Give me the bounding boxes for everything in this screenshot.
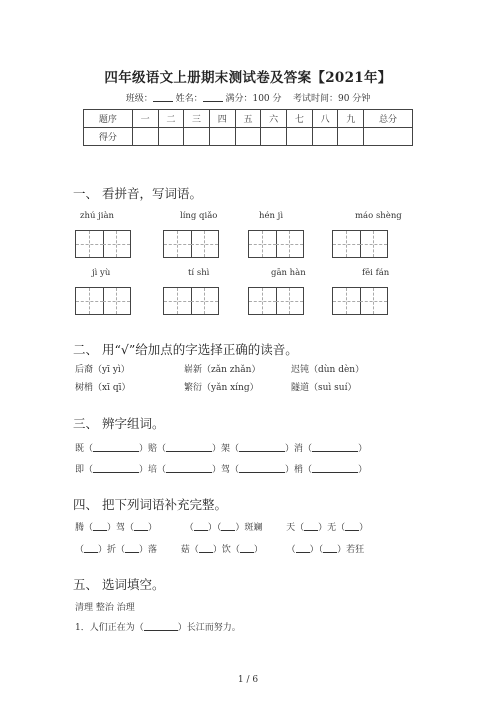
answer-blank[interactable] <box>134 521 148 531</box>
score-table <box>83 109 413 146</box>
score-cell: 三 <box>184 110 210 128</box>
section-2-heading: 二、 用“√”给加点的字选择正确的读音。 <box>73 342 298 357</box>
row-text: ） <box>358 465 368 475</box>
score-blank-cell[interactable] <box>312 128 338 146</box>
question-1 <box>75 620 241 633</box>
class-blank <box>153 92 173 102</box>
answer-blank[interactable] <box>194 521 208 531</box>
section-4-heading: 四、 把下列词语补充完整。 <box>73 497 227 512</box>
reading-choice[interactable]: 后裔（yī yì） <box>75 365 130 375</box>
score-cell: 题序 <box>84 110 133 128</box>
row-text: ）驾（ <box>107 523 135 533</box>
reading-choice[interactable]: 迟钝（dùn dèn） <box>291 365 365 375</box>
score-cell: 二 <box>158 110 184 128</box>
word-group-row <box>75 441 367 454</box>
row-text: 腾（ <box>75 523 94 533</box>
answer-blank[interactable] <box>296 543 310 553</box>
writing-grid[interactable] <box>248 230 304 258</box>
document-title: 四年级语文上册期末测试卷及答案【2021年】 <box>104 70 392 86</box>
answer-blank[interactable] <box>199 543 213 553</box>
pinyin-label: hén jì <box>259 211 284 221</box>
row-text: ）梢（ <box>285 465 313 475</box>
idiom-row <box>75 520 415 533</box>
row-text: （ <box>75 545 85 555</box>
row-text: （ <box>286 545 296 555</box>
answer-blank[interactable] <box>144 621 178 631</box>
exam-info <box>0 91 496 104</box>
answer-blank[interactable] <box>304 521 318 531</box>
score-blank-cell[interactable] <box>338 128 364 146</box>
writing-grid[interactable] <box>163 287 219 315</box>
score-cell: 六 <box>261 110 287 128</box>
score-cell: 一 <box>132 110 158 128</box>
answer-blank[interactable] <box>93 521 107 531</box>
word-options: 清理 整治 治理 <box>75 603 135 613</box>
pinyin-label: gān hàn <box>271 268 306 278</box>
row-text: ）培（ <box>139 465 167 475</box>
pinyin-label: tí shì <box>188 268 210 278</box>
row-text: ）饮（ <box>212 545 240 555</box>
writing-grid[interactable] <box>332 230 388 258</box>
score-row-label: 得分 <box>84 128 133 146</box>
answer-blank[interactable] <box>239 442 285 452</box>
pinyin-label: jì yù <box>92 268 111 278</box>
reading-choice[interactable]: 隧道（suì suí） <box>291 383 357 393</box>
score-cell: 九 <box>338 110 364 128</box>
writing-grid[interactable] <box>332 287 388 315</box>
row-text: ）驾（ <box>212 465 240 475</box>
row-text: 即（ <box>75 465 94 475</box>
answer-blank[interactable] <box>93 442 139 452</box>
writing-grid[interactable] <box>75 287 131 315</box>
score-blank-cell[interactable] <box>287 128 313 146</box>
name-blank <box>203 92 223 102</box>
row-text: ）若狂 <box>337 545 365 555</box>
answer-blank[interactable] <box>84 543 98 553</box>
row-text: ）架（ <box>212 444 240 454</box>
row-text: ）赔（ <box>139 444 167 454</box>
score-cell: 总分 <box>364 110 413 128</box>
row-text: ）无（ <box>318 523 346 533</box>
exam-time: 考试时间：90 分钟 <box>292 94 371 104</box>
score-blank-cell[interactable] <box>235 128 261 146</box>
full-score: 满分：100 分 <box>225 94 282 104</box>
row-text: ） <box>359 523 369 533</box>
score-table-header-row <box>84 110 413 128</box>
idiom-row <box>75 542 415 555</box>
row-text: ）长江而努力。 <box>177 623 241 633</box>
answer-blank[interactable] <box>93 463 139 473</box>
score-blank-cell[interactable] <box>132 128 158 146</box>
row-text: ） <box>148 523 158 533</box>
row-text: ）消（ <box>285 444 313 454</box>
answer-blank[interactable] <box>166 463 212 473</box>
answer-blank[interactable] <box>323 543 337 553</box>
row-text: ）斑斓 <box>235 523 263 533</box>
score-blank-cell[interactable] <box>364 128 413 146</box>
score-cell: 五 <box>235 110 261 128</box>
row-text: 1．人们正在为（ <box>75 623 144 633</box>
answer-blank[interactable] <box>312 442 358 452</box>
reading-choice[interactable]: 崭新（zǎn zhǎn） <box>184 365 261 375</box>
pinyin-label: zhú jiàn <box>80 211 115 221</box>
row-text: ） <box>358 444 368 454</box>
row-text: ）（ <box>207 523 222 533</box>
section-3-heading: 三、 辨字组词。 <box>73 416 165 431</box>
row-text: （ <box>184 523 194 533</box>
score-blank-cell[interactable] <box>158 128 184 146</box>
answer-blank[interactable] <box>239 463 285 473</box>
class-label: 班级： <box>125 94 153 104</box>
row-text: ）落 <box>139 545 158 555</box>
page-number: 1 / 6 <box>237 675 259 685</box>
row-text: ）折（ <box>98 545 126 555</box>
answer-blank[interactable] <box>240 543 254 553</box>
row-text: 天（ <box>286 523 305 533</box>
score-blank-cell[interactable] <box>209 128 235 146</box>
score-blank-cell[interactable] <box>184 128 210 146</box>
writing-grid[interactable] <box>163 230 219 258</box>
answer-blank[interactable] <box>125 543 139 553</box>
score-table-score-row <box>84 128 413 146</box>
word-group-row <box>75 462 367 475</box>
reading-choice[interactable]: 树梢（xī qī） <box>75 383 131 393</box>
pinyin-label: fēi fán <box>362 268 390 278</box>
section-5-heading: 五、 选词填空。 <box>73 577 165 592</box>
score-blank-cell[interactable] <box>261 128 287 146</box>
reading-choice[interactable]: 繁衍（yǎn xíng） <box>184 383 259 393</box>
answer-blank[interactable] <box>345 521 359 531</box>
row-text: 既（ <box>75 444 94 454</box>
pinyin-label: líng qiǎo <box>180 211 218 221</box>
writing-grid[interactable] <box>248 287 304 315</box>
row-text: ） <box>253 545 263 555</box>
row-text: 菇（ <box>180 545 199 555</box>
writing-grid[interactable] <box>75 230 131 258</box>
section-1-heading: 一、 看拼音，写词语。 <box>73 186 202 201</box>
answer-blank[interactable] <box>166 442 212 452</box>
score-cell: 七 <box>287 110 313 128</box>
pinyin-label: máo shèng <box>355 211 402 221</box>
score-cell: 八 <box>312 110 338 128</box>
row-text: ）（ <box>309 545 324 555</box>
answer-blank[interactable] <box>221 521 235 531</box>
name-label: 姓名： <box>175 94 203 104</box>
score-cell: 四 <box>209 110 235 128</box>
answer-blank[interactable] <box>312 463 358 473</box>
